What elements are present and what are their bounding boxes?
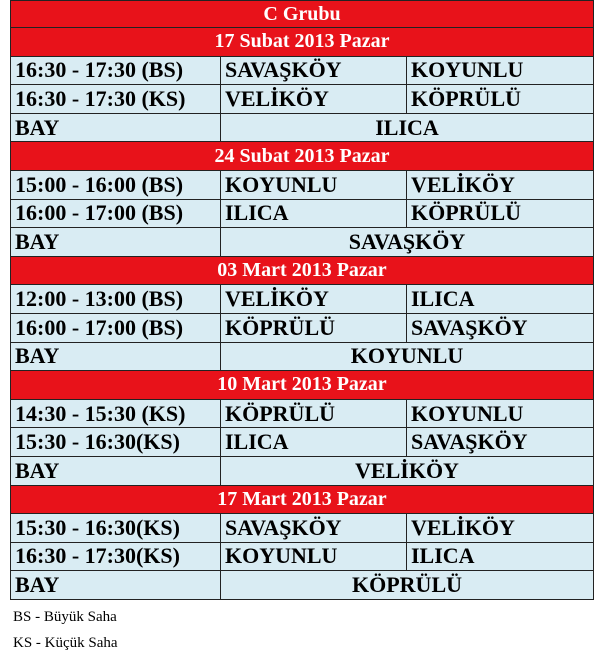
match-time: 14:30 - 15:30 (KS) <box>11 400 221 428</box>
home-team: KOYUNLU <box>221 171 407 199</box>
bay-label: BAY <box>11 457 221 485</box>
rounds-container <box>10 28 594 600</box>
away-team: ILICA <box>411 543 475 569</box>
away-team: SAVAŞKÖY <box>411 429 528 455</box>
bay-team: ILICA <box>375 114 439 140</box>
bay-row <box>10 228 594 257</box>
home-team: VELİKÖY <box>221 85 407 113</box>
match-row <box>10 171 594 200</box>
match-row <box>10 428 594 457</box>
round-date: 17 Subat 2013 Pazar <box>214 30 390 53</box>
match-time: 16:30 - 17:30 (KS) <box>11 85 221 113</box>
match-time: 16:00 - 17:00 (BS) <box>11 200 221 228</box>
bay-label: BAY <box>11 114 221 142</box>
round-date-header <box>10 142 594 171</box>
round-date-header <box>10 257 594 286</box>
match-row <box>10 85 594 114</box>
away-team: VELİKÖY <box>411 171 515 197</box>
match-time: 15:30 - 16:30(KS) <box>11 428 221 456</box>
group-title-text: C Grubu <box>263 2 341 25</box>
bay-team: VELİKÖY <box>355 457 459 483</box>
bay-team: KÖPRÜLÜ <box>352 572 462 598</box>
away-team: KÖPRÜLÜ <box>411 85 521 111</box>
match-time: 16:00 - 17:00 (BS) <box>11 314 221 342</box>
schedule-table <box>10 0 594 600</box>
home-team: KÖPRÜLÜ <box>221 400 407 428</box>
match-row <box>10 514 594 543</box>
home-team: SAVAŞKÖY <box>221 57 407 85</box>
group-title <box>10 0 594 28</box>
match-time: 15:30 - 16:30(KS) <box>11 514 221 542</box>
match-time: 15:00 - 16:00 (BS) <box>11 171 221 199</box>
home-team: SAVAŞKÖY <box>221 514 407 542</box>
match-row <box>10 543 594 572</box>
match-row <box>10 285 594 314</box>
round-date-header <box>10 486 594 515</box>
bay-row <box>10 457 594 486</box>
match-time: 16:30 - 17:30(KS) <box>11 543 221 571</box>
bay-team: SAVAŞKÖY <box>348 228 466 254</box>
bay-team: KOYUNLU <box>350 343 464 369</box>
legend <box>13 604 118 656</box>
round-date: 10 Mart 2013 Pazar <box>217 373 387 396</box>
bay-row <box>10 571 594 600</box>
home-team: ILICA <box>221 428 407 456</box>
round-date: 17 Mart 2013 Pazar <box>217 487 387 510</box>
home-team: KÖPRÜLÜ <box>221 314 407 342</box>
bay-label: BAY <box>11 343 221 371</box>
away-team: KÖPRÜLÜ <box>411 200 521 226</box>
legend-bs: BS - Büyük Saha <box>13 609 117 625</box>
round-date: 24 Subat 2013 Pazar <box>214 144 390 167</box>
home-team: KOYUNLU <box>221 543 407 571</box>
away-team: KOYUNLU <box>411 400 524 426</box>
match-row <box>10 314 594 343</box>
match-time: 12:00 - 13:00 (BS) <box>11 285 221 313</box>
round-date-header <box>10 371 594 400</box>
bay-row <box>10 114 594 143</box>
round-date: 03 Mart 2013 Pazar <box>217 259 387 282</box>
away-team: VELİKÖY <box>411 514 515 540</box>
legend-ks: KS - Küçük Saha <box>13 635 118 651</box>
away-team: SAVAŞKÖY <box>411 314 528 340</box>
bay-row <box>10 343 594 372</box>
bay-label: BAY <box>11 228 221 256</box>
away-team: ILICA <box>411 286 475 312</box>
match-row <box>10 400 594 429</box>
round-date-header <box>10 28 594 57</box>
home-team: VELİKÖY <box>221 285 407 313</box>
match-time: 16:30 - 17:30 (BS) <box>11 57 221 85</box>
away-team: KOYUNLU <box>411 57 524 83</box>
match-row <box>10 200 594 229</box>
match-row <box>10 57 594 86</box>
home-team: ILICA <box>221 200 407 228</box>
bay-label: BAY <box>11 571 221 599</box>
